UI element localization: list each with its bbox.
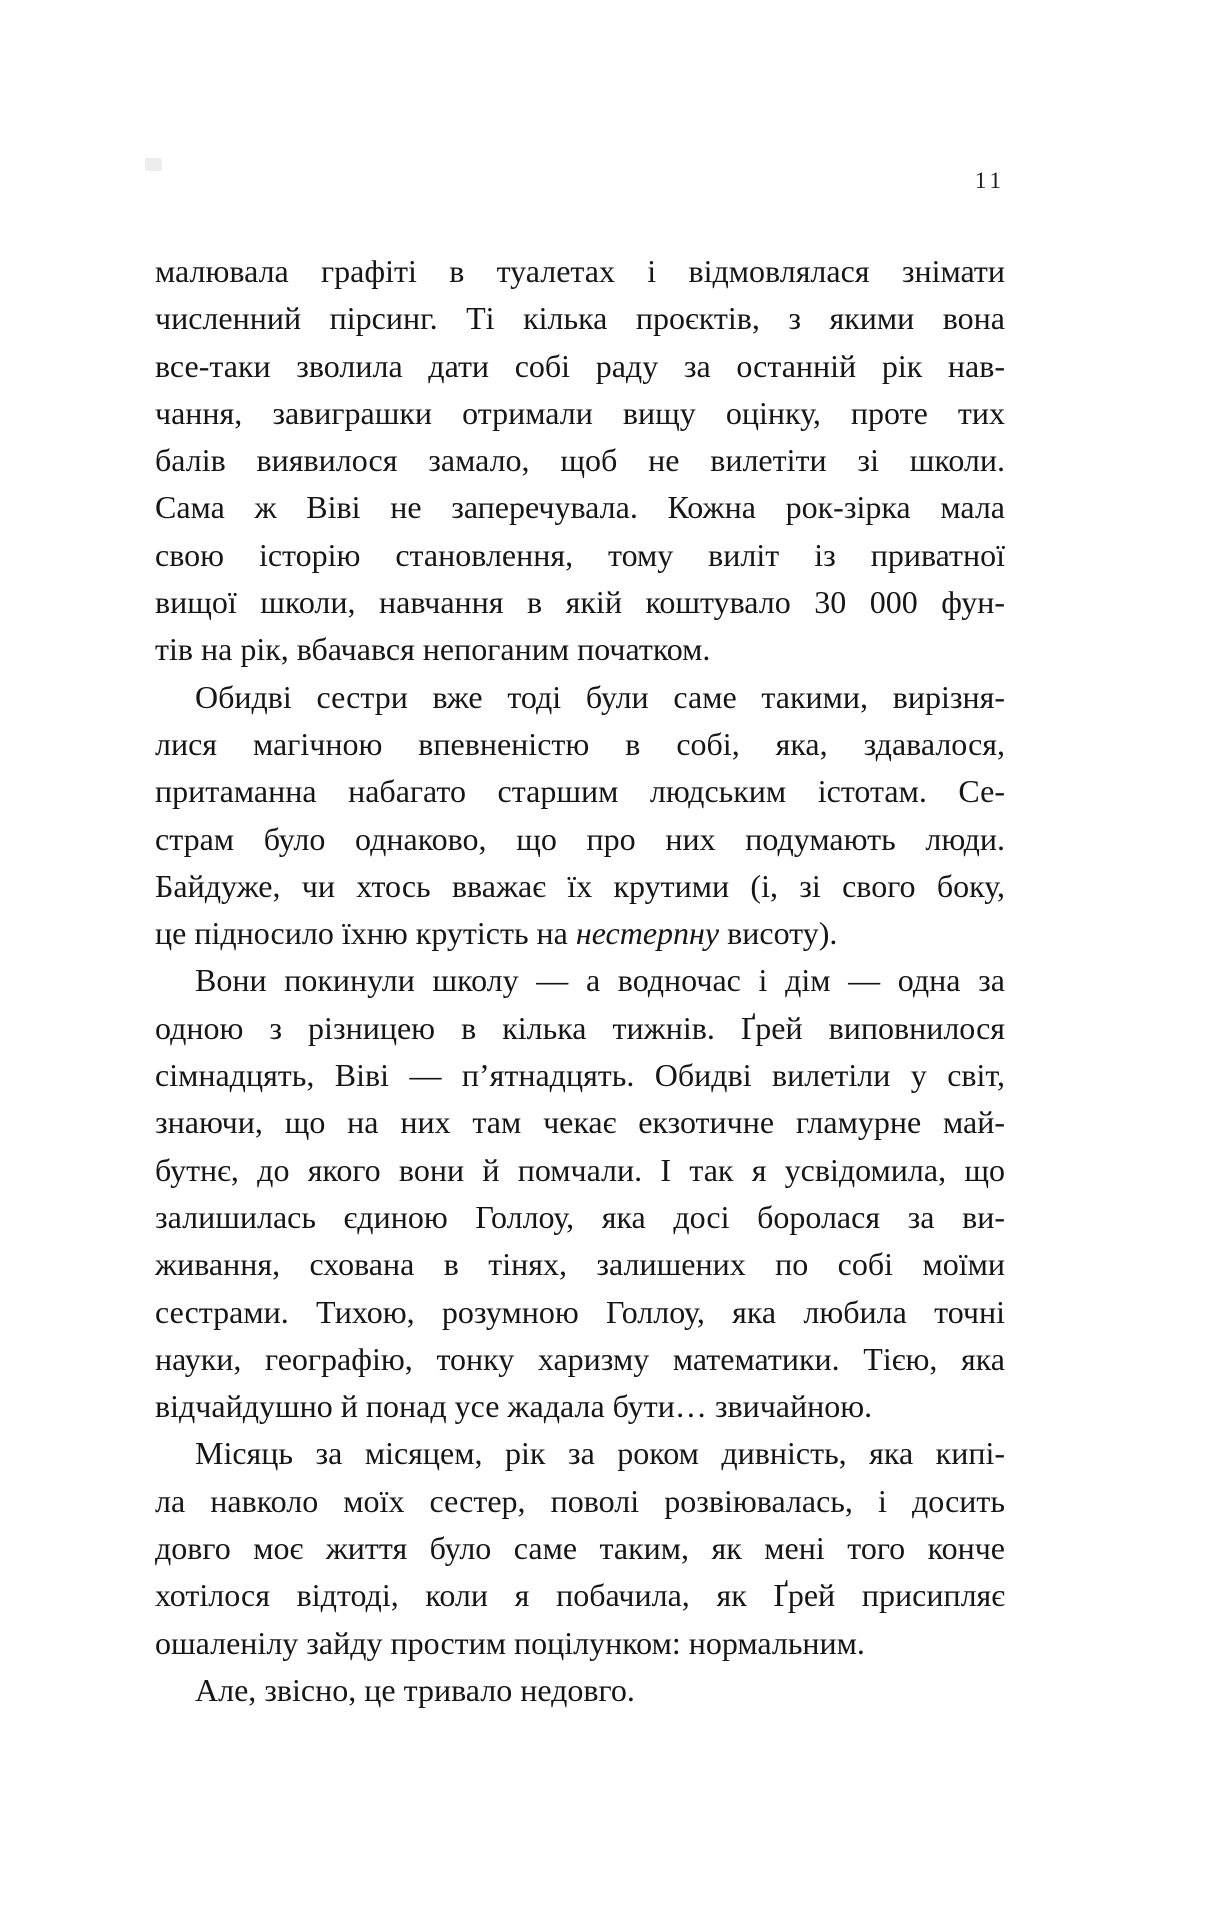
text-line: [155, 1099, 1005, 1146]
text-block: [155, 248, 1005, 1714]
text-line: [155, 1383, 1005, 1430]
text-segment: живання, схована в тінях, залишених по собі моїми: [155, 1246, 1005, 1283]
italic-text: нестерпну: [575, 915, 720, 952]
text-line: [155, 248, 1005, 295]
text-segment: Місяць за місяцем, рік за роком дивність, яка кипі-: [195, 1435, 1005, 1472]
text-segment: Вони покинули школу — а водночас і дім — одна за: [195, 962, 1005, 999]
text-line: [155, 1525, 1005, 1572]
text-segment: численний пірсинг. Ті кілька проєктів, з якими вона: [155, 300, 1005, 337]
text-segment: балів виявилося замало, щоб не вилетіти зі школи.: [155, 442, 1005, 479]
text-line: [155, 674, 1005, 721]
text-line: [155, 768, 1005, 815]
text-segment: це підносило їхню крутість на: [155, 915, 576, 952]
text-segment: ла навколо моїх сестер, поволі розвіювалась, і досить: [155, 1482, 1005, 1519]
text-segment: Байдуже, чи хтось вважає їх крутими (і, зі свого боку,: [155, 867, 1005, 904]
text-segment: знаючи, що на них там чекає екзотичне гламурне май-: [155, 1104, 1005, 1141]
text-segment: вищої школи, навчання в якій коштувало 30 000 фун-: [155, 584, 1005, 621]
text-segment: бутнє, до якого вони й помчали. І так я усвідомила, що: [155, 1151, 1005, 1188]
text-segment: залишилась єдиною Голлоу, яка досі боролася за ви-: [155, 1198, 1005, 1235]
text-segment: висоту).: [719, 915, 838, 952]
text-segment: чання, завиграшки отримали вищу оцінку, проте тих: [155, 394, 1005, 431]
text-segment: тів на рік, вбачався непоганим початком.: [155, 631, 711, 668]
text-segment: одною з різницею в кілька тижнів. Ґрей виповнилося: [155, 1009, 1005, 1046]
text-line: [155, 863, 1005, 910]
text-line: [155, 957, 1005, 1004]
text-segment: страм було однаково, що про них подумають люди.: [155, 820, 1005, 857]
text-segment: Але, звісно, це тривало недовго.: [195, 1671, 635, 1708]
text-segment: сестрами. Тихою, розумною Голлоу, яка любила точні: [155, 1293, 1005, 1330]
text-line: [155, 721, 1005, 768]
text-segment: Сама ж Віві не заперечувала. Кожна рок-зірка мала: [155, 489, 1005, 526]
text-line: [155, 343, 1005, 390]
text-line: [155, 437, 1005, 484]
text-segment: притаманна набагато старшим людським істотам. Се-: [155, 773, 1005, 810]
text-line: [155, 1620, 1005, 1667]
text-line: [155, 1430, 1005, 1477]
text-segment: лися магічною впевненістю в собі, яка, здавалося,: [155, 725, 1005, 762]
page-number: 11: [974, 168, 1005, 193]
text-segment: все-таки зволила дати собі раду за останній рік нав-: [155, 347, 1005, 384]
text-line: [155, 1052, 1005, 1099]
text-line: [155, 1336, 1005, 1383]
text-line: [155, 1478, 1005, 1525]
text-line: [155, 579, 1005, 626]
text-segment: Обидві сестри вже тоді були саме такими, вирізня-: [195, 678, 1005, 715]
text-line: [155, 1147, 1005, 1194]
text-line: [155, 626, 1005, 673]
text-line: [155, 816, 1005, 863]
text-line: [155, 484, 1005, 531]
text-segment: відчайдушно й понад усе жадала бути… звичайною.: [155, 1388, 873, 1425]
text-line: [155, 1241, 1005, 1288]
text-line: [155, 910, 1005, 957]
text-segment: ошаленілу зайду простим поцілунком: нормальним.: [155, 1624, 865, 1661]
text-line: [155, 1667, 1005, 1714]
text-segment: науки, географію, тонку харизму математики. Тією, яка: [155, 1340, 1005, 1377]
text-segment: хотілося відтоді, коли я побачила, як Ґрей присипляє: [155, 1577, 1005, 1614]
text-line: [155, 1572, 1005, 1619]
text-line: [155, 1005, 1005, 1052]
text-segment: довго моє життя було саме таким, як мені того конче: [155, 1530, 1005, 1567]
text-line: [155, 295, 1005, 342]
text-line: [155, 390, 1005, 437]
text-segment: свою історію становлення, тому виліт із приватної: [155, 536, 1005, 573]
text-line: [155, 1194, 1005, 1241]
text-line: [155, 532, 1005, 579]
text-segment: малювала графіті в туалетах і відмовлялася знімати: [155, 253, 1005, 289]
text-segment: сімнадцять, Віві — п’ятнадцять. Обидві вилетіли у світ,: [155, 1057, 1005, 1094]
text-line: [155, 1289, 1005, 1336]
